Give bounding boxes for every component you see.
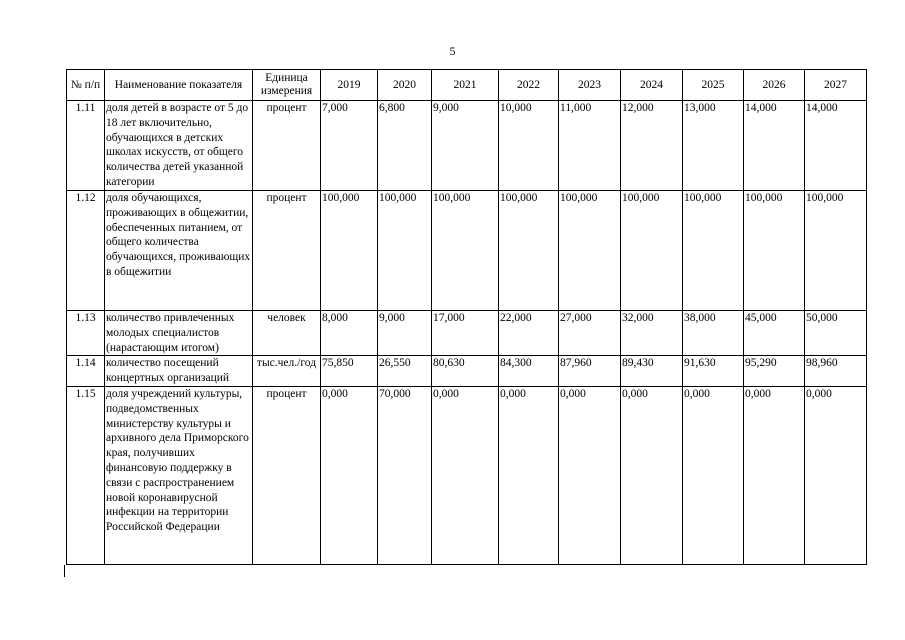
value-2019: 8,000 bbox=[321, 311, 378, 356]
value-2024: 12,000 bbox=[621, 101, 683, 191]
value-2020: 70,000 bbox=[378, 386, 432, 564]
value-2024: 32,000 bbox=[621, 311, 683, 356]
header-year-2026: 2026 bbox=[744, 70, 805, 101]
value-2020: 26,550 bbox=[378, 356, 432, 387]
row-number: 1.12 bbox=[67, 191, 105, 311]
indicator-name: доля учреждений культуры, подведомственных министерству культуры и архивного дела Приморского края, получивших финансовую поддержку в связи с распространением новой коронавирусной инфекции на территории Российской Федерации bbox=[105, 386, 253, 564]
value-2026: 45,000 bbox=[744, 311, 805, 356]
table-row bbox=[67, 191, 867, 311]
value-2023: 11,000 bbox=[559, 101, 621, 191]
value-2022: 100,000 bbox=[499, 191, 559, 311]
value-2023: 87,960 bbox=[559, 356, 621, 387]
indicator-name: доля обучающихся, проживающих в общежитии, обеспеченных питанием, от общего количества обучающихся, проживающих в общежитии bbox=[105, 191, 253, 311]
value-2025: 91,630 bbox=[683, 356, 744, 387]
indicator-unit: человек bbox=[253, 311, 321, 356]
header-year-2024: 2024 bbox=[621, 70, 683, 101]
header-year-2022: 2022 bbox=[499, 70, 559, 101]
indicator-unit: процент bbox=[253, 101, 321, 191]
margin-line bbox=[64, 565, 65, 577]
table-row bbox=[67, 311, 867, 356]
value-2021: 0,000 bbox=[432, 386, 499, 564]
value-2019: 75,850 bbox=[321, 356, 378, 387]
header-indicator-name: Наименование показателя bbox=[105, 70, 253, 101]
value-2024: 0,000 bbox=[621, 386, 683, 564]
value-2027: 50,000 bbox=[805, 311, 867, 356]
value-2027: 14,000 bbox=[805, 101, 867, 191]
value-2026: 100,000 bbox=[744, 191, 805, 311]
value-2026: 14,000 bbox=[744, 101, 805, 191]
indicator-unit: тыс.чел./год bbox=[253, 356, 321, 387]
value-2020: 100,000 bbox=[378, 191, 432, 311]
value-2019: 0,000 bbox=[321, 386, 378, 564]
page-number: 5 bbox=[449, 44, 456, 58]
value-2024: 89,430 bbox=[621, 356, 683, 387]
value-2022: 10,000 bbox=[499, 101, 559, 191]
value-2022: 22,000 bbox=[499, 311, 559, 356]
value-2025: 13,000 bbox=[683, 101, 744, 191]
header-year-2021: 2021 bbox=[432, 70, 499, 101]
value-2023: 0,000 bbox=[559, 386, 621, 564]
table-row bbox=[67, 356, 867, 387]
value-2024: 100,000 bbox=[621, 191, 683, 311]
value-2022: 84,300 bbox=[499, 356, 559, 387]
indicator-unit: процент bbox=[253, 386, 321, 564]
value-2021: 100,000 bbox=[432, 191, 499, 311]
value-2023: 27,000 bbox=[559, 311, 621, 356]
row-number: 1.13 bbox=[67, 311, 105, 356]
value-2027: 98,960 bbox=[805, 356, 867, 387]
value-2021: 80,630 bbox=[432, 356, 499, 387]
indicators-table bbox=[66, 69, 867, 565]
row-number: 1.11 bbox=[67, 101, 105, 191]
indicator-name: количество посещений концертных организаций bbox=[105, 356, 253, 387]
header-year-2025: 2025 bbox=[683, 70, 744, 101]
value-2019: 7,000 bbox=[321, 101, 378, 191]
value-2027: 0,000 bbox=[805, 386, 867, 564]
row-number: 1.14 bbox=[67, 356, 105, 387]
value-2021: 9,000 bbox=[432, 101, 499, 191]
header-year-2027: 2027 bbox=[805, 70, 867, 101]
value-2025: 38,000 bbox=[683, 311, 744, 356]
table-row bbox=[67, 101, 867, 191]
indicator-name: количество привлеченных молодых специалистов (нарастающим итогом) bbox=[105, 311, 253, 356]
value-2026: 0,000 bbox=[744, 386, 805, 564]
header-unit: Единица измерения bbox=[253, 70, 321, 101]
value-2023: 100,000 bbox=[559, 191, 621, 311]
header-year-2020: 2020 bbox=[378, 70, 432, 101]
table-row bbox=[67, 386, 867, 564]
value-2021: 17,000 bbox=[432, 311, 499, 356]
value-2019: 100,000 bbox=[321, 191, 378, 311]
value-2025: 100,000 bbox=[683, 191, 744, 311]
value-2027: 100,000 bbox=[805, 191, 867, 311]
value-2022: 0,000 bbox=[499, 386, 559, 564]
header-number: № п/п bbox=[67, 70, 105, 101]
header-year-2023: 2023 bbox=[559, 70, 621, 101]
header-row bbox=[67, 70, 867, 101]
value-2025: 0,000 bbox=[683, 386, 744, 564]
header-year-2019: 2019 bbox=[321, 70, 378, 101]
value-2020: 6,800 bbox=[378, 101, 432, 191]
value-2020: 9,000 bbox=[378, 311, 432, 356]
value-2026: 95,290 bbox=[744, 356, 805, 387]
row-number: 1.15 bbox=[67, 386, 105, 564]
indicator-unit: процент bbox=[253, 191, 321, 311]
indicator-name: доля детей в возрасте от 5 до 18 лет включительно, обучающихся в детских школах искусств, от общего количества детей указанной категории bbox=[105, 101, 253, 191]
